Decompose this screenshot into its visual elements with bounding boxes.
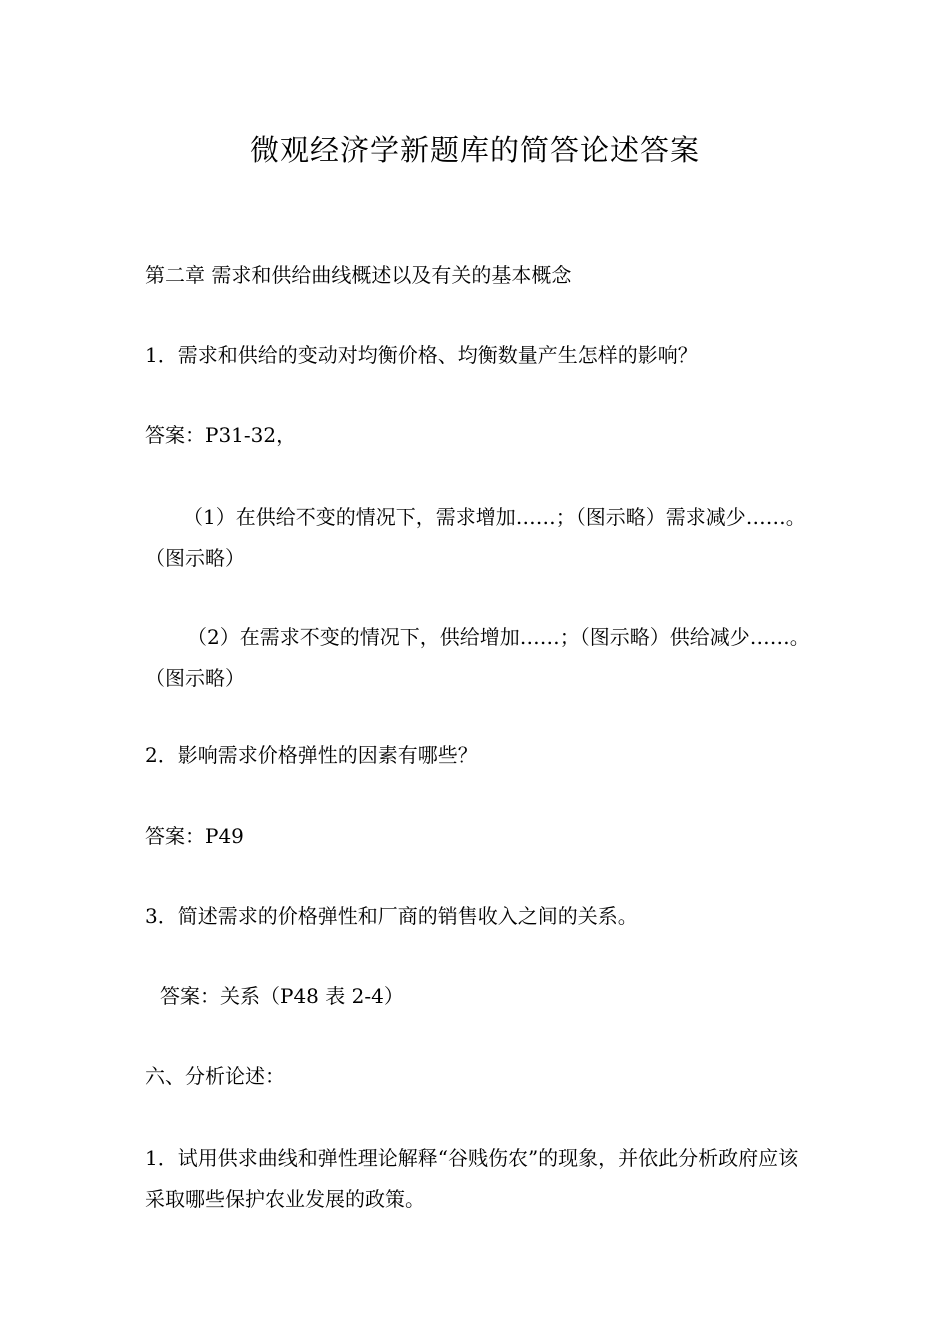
document-title: 微观经济学新题库的简答论述答案 — [249, 133, 700, 167]
question-2: 2．影响需求价格弹性的因素有哪些？ — [145, 743, 478, 767]
section-six-question-1: 1．试用供求曲线和弹性理论解释“谷贱伤农”的现象，并依此分析政府应该采取哪些保护农业发展的政策。 — [145, 1146, 799, 1211]
chapter-heading: 第二章 需求和供给曲线概述以及有关的基本概念 — [145, 263, 572, 287]
answer-1: 答案：P31-32， — [145, 423, 297, 447]
answer-1-point-1: （1）在供给不变的情况下，需求增加……；（图示略）需求减少……。（图示略） — [145, 505, 806, 570]
answer-3: 答案：关系（P48 表 2-4） — [160, 984, 404, 1008]
section-six-heading: 六、分析论述： — [145, 1064, 285, 1088]
answer-2: 答案：P49 — [145, 824, 244, 848]
answer-1-point-2: （2）在需求不变的情况下，供给增加……；（图示略）供给减少……。（图示略） — [145, 625, 810, 690]
question-3: 3．简述需求的价格弹性和厂商的销售收入之间的关系。 — [145, 904, 638, 928]
question-1: 1．需求和供给的变动对均衡价格、均衡数量产生怎样的影响？ — [145, 343, 698, 367]
